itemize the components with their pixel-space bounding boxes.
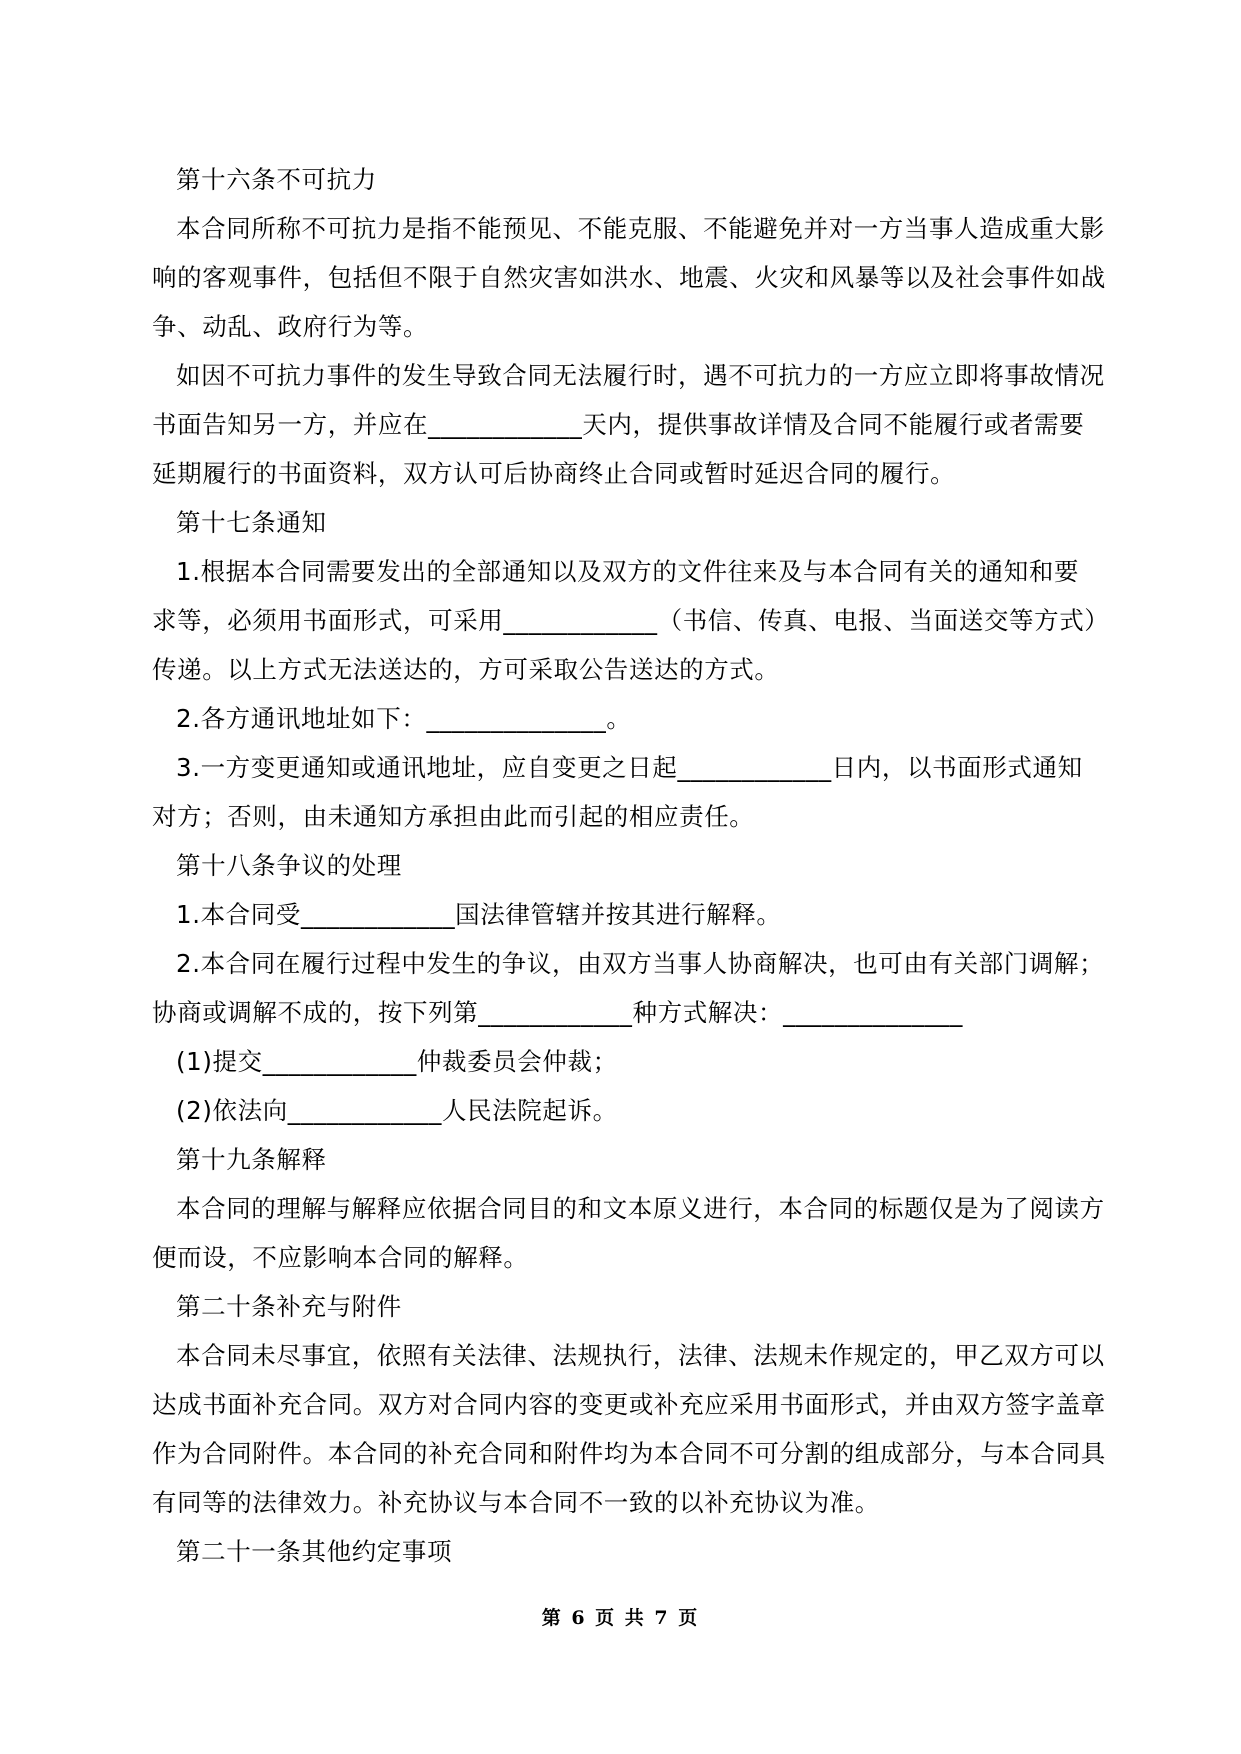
paragraph-line: 对方；否则，由未通知方承担由此而引起的相应责任。	[152, 802, 755, 831]
document-body	[152, 155, 1110, 1576]
section-heading: 第二十一条其他约定事项	[176, 1537, 453, 1566]
paragraph-line: 3.一方变更通知或通讯地址，应自变更之日起____________日内，以书面形式通知	[176, 753, 1083, 782]
page-number-footer: 第 6 页 共 7 页	[541, 1607, 700, 1629]
paragraph-line: (1)提交____________仲裁委员会仲裁；	[176, 1047, 618, 1076]
paragraph-line: 延期履行的书面资料，双方认可后协商终止合同或暂时延迟合同的履行。	[152, 459, 956, 488]
paragraph-line: 如因不可抗力事件的发生导致合同无法履行时，遇不可抗力的一方应立即将事故情况	[176, 361, 1105, 390]
section-heading: 第十九条解释	[176, 1145, 327, 1174]
paragraph-line: 争、动乱、政府行为等。	[152, 312, 429, 341]
paragraph-line: 便而设，不应影响本合同的解释。	[152, 1243, 529, 1272]
section-heading: 第十七条通知	[176, 508, 327, 537]
section-heading: 第十六条不可抗力	[176, 165, 377, 194]
paragraph-line: 传递。以上方式无法送达的，方可采取公告送达的方式。	[152, 655, 780, 684]
paragraph-line: 2.各方通讯地址如下：______________。	[176, 704, 632, 733]
paragraph-line: 协商或调解不成的，按下列第____________种方式解决：______________	[152, 998, 963, 1027]
paragraph-line: 本合同的理解与解释应依据合同目的和文本原义进行，本合同的标题仅是为了阅读方	[176, 1194, 1105, 1223]
paragraph-line: 作为合同附件。本合同的补充合同和附件均为本合同不可分割的组成部分，与本合同具	[152, 1439, 1106, 1468]
paragraph-line: 书面告知另一方，并应在____________天内，提供事故详情及合同不能履行或者需要	[152, 410, 1085, 439]
paragraph-line: 2.本合同在履行过程中发生的争议，由双方当事人协商解决，也可由有关部门调解；	[176, 949, 1105, 978]
paragraph-line: 1.根据本合同需要发出的全部通知以及双方的文件往来及与本合同有关的通知和要	[176, 557, 1080, 586]
paragraph-line: 本合同所称不可抗力是指不能预见、不能克服、不能避免并对一方当事人造成重大影	[176, 214, 1105, 243]
paragraph-line: 求等，必须用书面形式，可采用____________（书信、传真、电报、当面送交等方式）	[152, 606, 1110, 635]
paragraph-line: 有同等的法律效力。补充协议与本合同不一致的以补充协议为准。	[152, 1488, 880, 1517]
section-heading: 第十八条争议的处理	[176, 851, 402, 880]
paragraph-line: 达成书面补充合同。双方对合同内容的变更或补充应采用书面形式，并由双方签字盖章	[152, 1390, 1106, 1419]
section-heading: 第二十条补充与附件	[176, 1292, 402, 1321]
paragraph-line: 本合同未尽事宜，依照有关法律、法规执行，法律、法规未作规定的，甲乙双方可以	[176, 1341, 1105, 1370]
paragraph-line: (2)依法向____________人民法院起诉。	[176, 1096, 618, 1125]
paragraph-line: 1.本合同受____________国法律管辖并按其进行解释。	[176, 900, 782, 929]
paragraph-line: 响的客观事件，包括但不限于自然灾害如洪水、地震、火灾和风暴等以及社会事件如战	[152, 263, 1106, 292]
